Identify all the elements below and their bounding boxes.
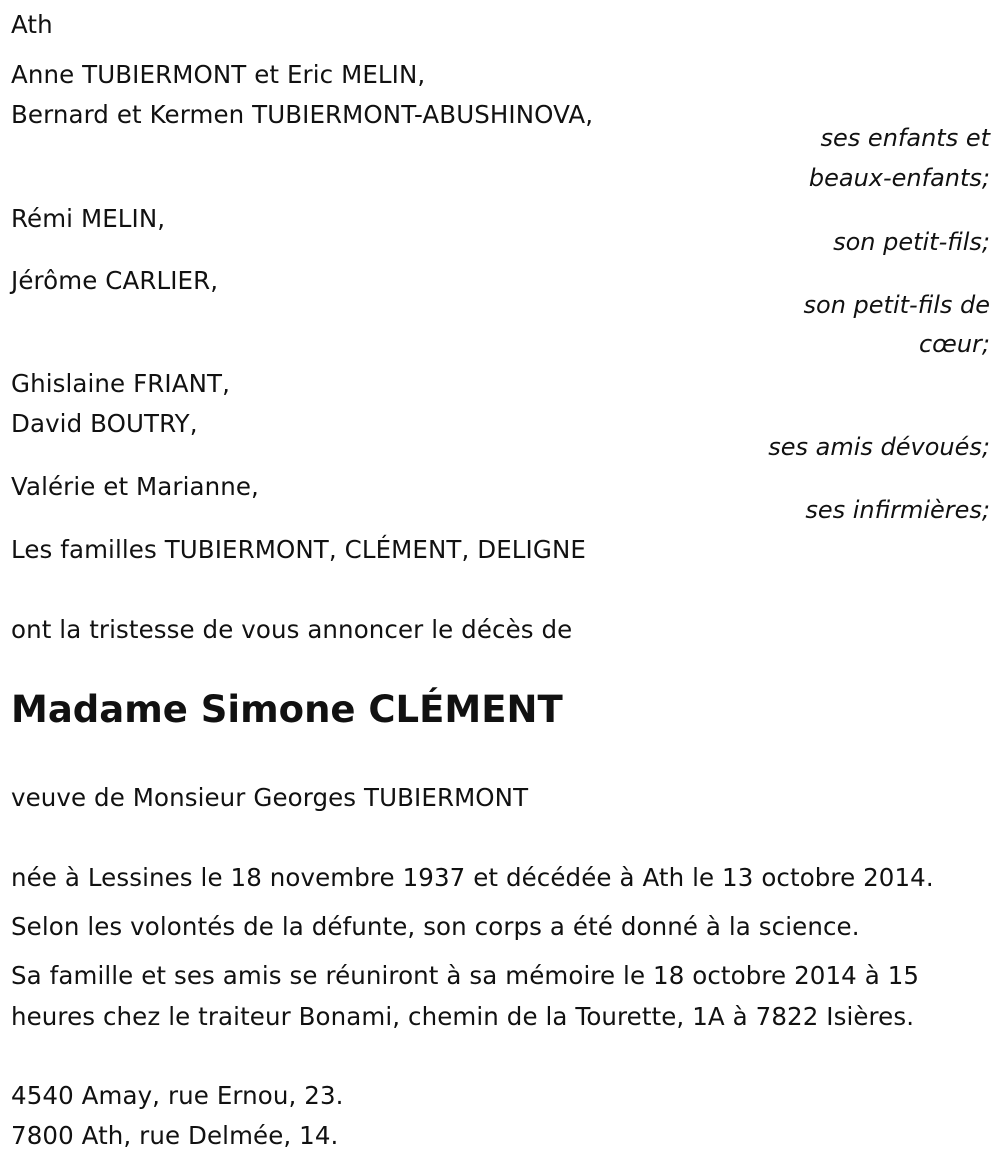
- heart-grandson-role-line-1: son petit-fils de: [803, 291, 990, 319]
- announcement-line: ont la tristesse de vous annoncer le décès de: [11, 615, 573, 644]
- grandson-role: son petit-fils;: [833, 228, 990, 256]
- friends-role: ses amis dévoués;: [768, 433, 990, 461]
- friend-line-1: Ghislaine FRIANT,: [11, 369, 230, 398]
- science-line: Selon les volontés de la défunte, son corps a été donné à la science.: [11, 912, 860, 941]
- families-line: Les familles TUBIERMONT, CLÉMENT, DELIGNE: [11, 535, 586, 564]
- heart-grandson-role-line-2: cœur;: [918, 330, 990, 358]
- address-line-2: 7800 Ath, rue Delmée, 14.: [11, 1121, 339, 1150]
- grandson-line: Rémi MELIN,: [11, 204, 166, 233]
- gathering-line-2: heures chez le traiteur Bonami, chemin de la Tourette, 1A à 7822 Isières.: [11, 1002, 915, 1031]
- birth-death-line: née à Lessines le 18 novembre 1937 et décédée à Ath le 13 octobre 2014.: [11, 863, 934, 892]
- city-line: Ath: [11, 10, 53, 39]
- deceased-name: Madame Simone CLÉMENT: [11, 688, 563, 731]
- gathering-line-1: Sa famille et ses amis se réuniront à sa mémoire le 18 octobre 2014 à 15: [11, 961, 920, 990]
- widow-of-line: veuve de Monsieur Georges TUBIERMONT: [11, 783, 529, 812]
- address-line-1: 4540 Amay, rue Ernou, 23.: [11, 1081, 344, 1110]
- children-role-line-2: beaux-enfants;: [808, 164, 990, 192]
- nurses-line: Valérie et Marianne,: [11, 472, 259, 501]
- nurses-role: ses infirmières;: [805, 496, 990, 524]
- children-role-line-1: ses enfants et: [820, 124, 990, 152]
- friend-line-2: David BOUTRY,: [11, 409, 198, 438]
- children-line-2: Bernard et Kermen TUBIERMONT-ABUSHINOVA,: [11, 100, 594, 129]
- children-line-1: Anne TUBIERMONT et Eric MELIN,: [11, 60, 426, 89]
- heart-grandson-line: Jérôme CARLIER,: [11, 266, 219, 295]
